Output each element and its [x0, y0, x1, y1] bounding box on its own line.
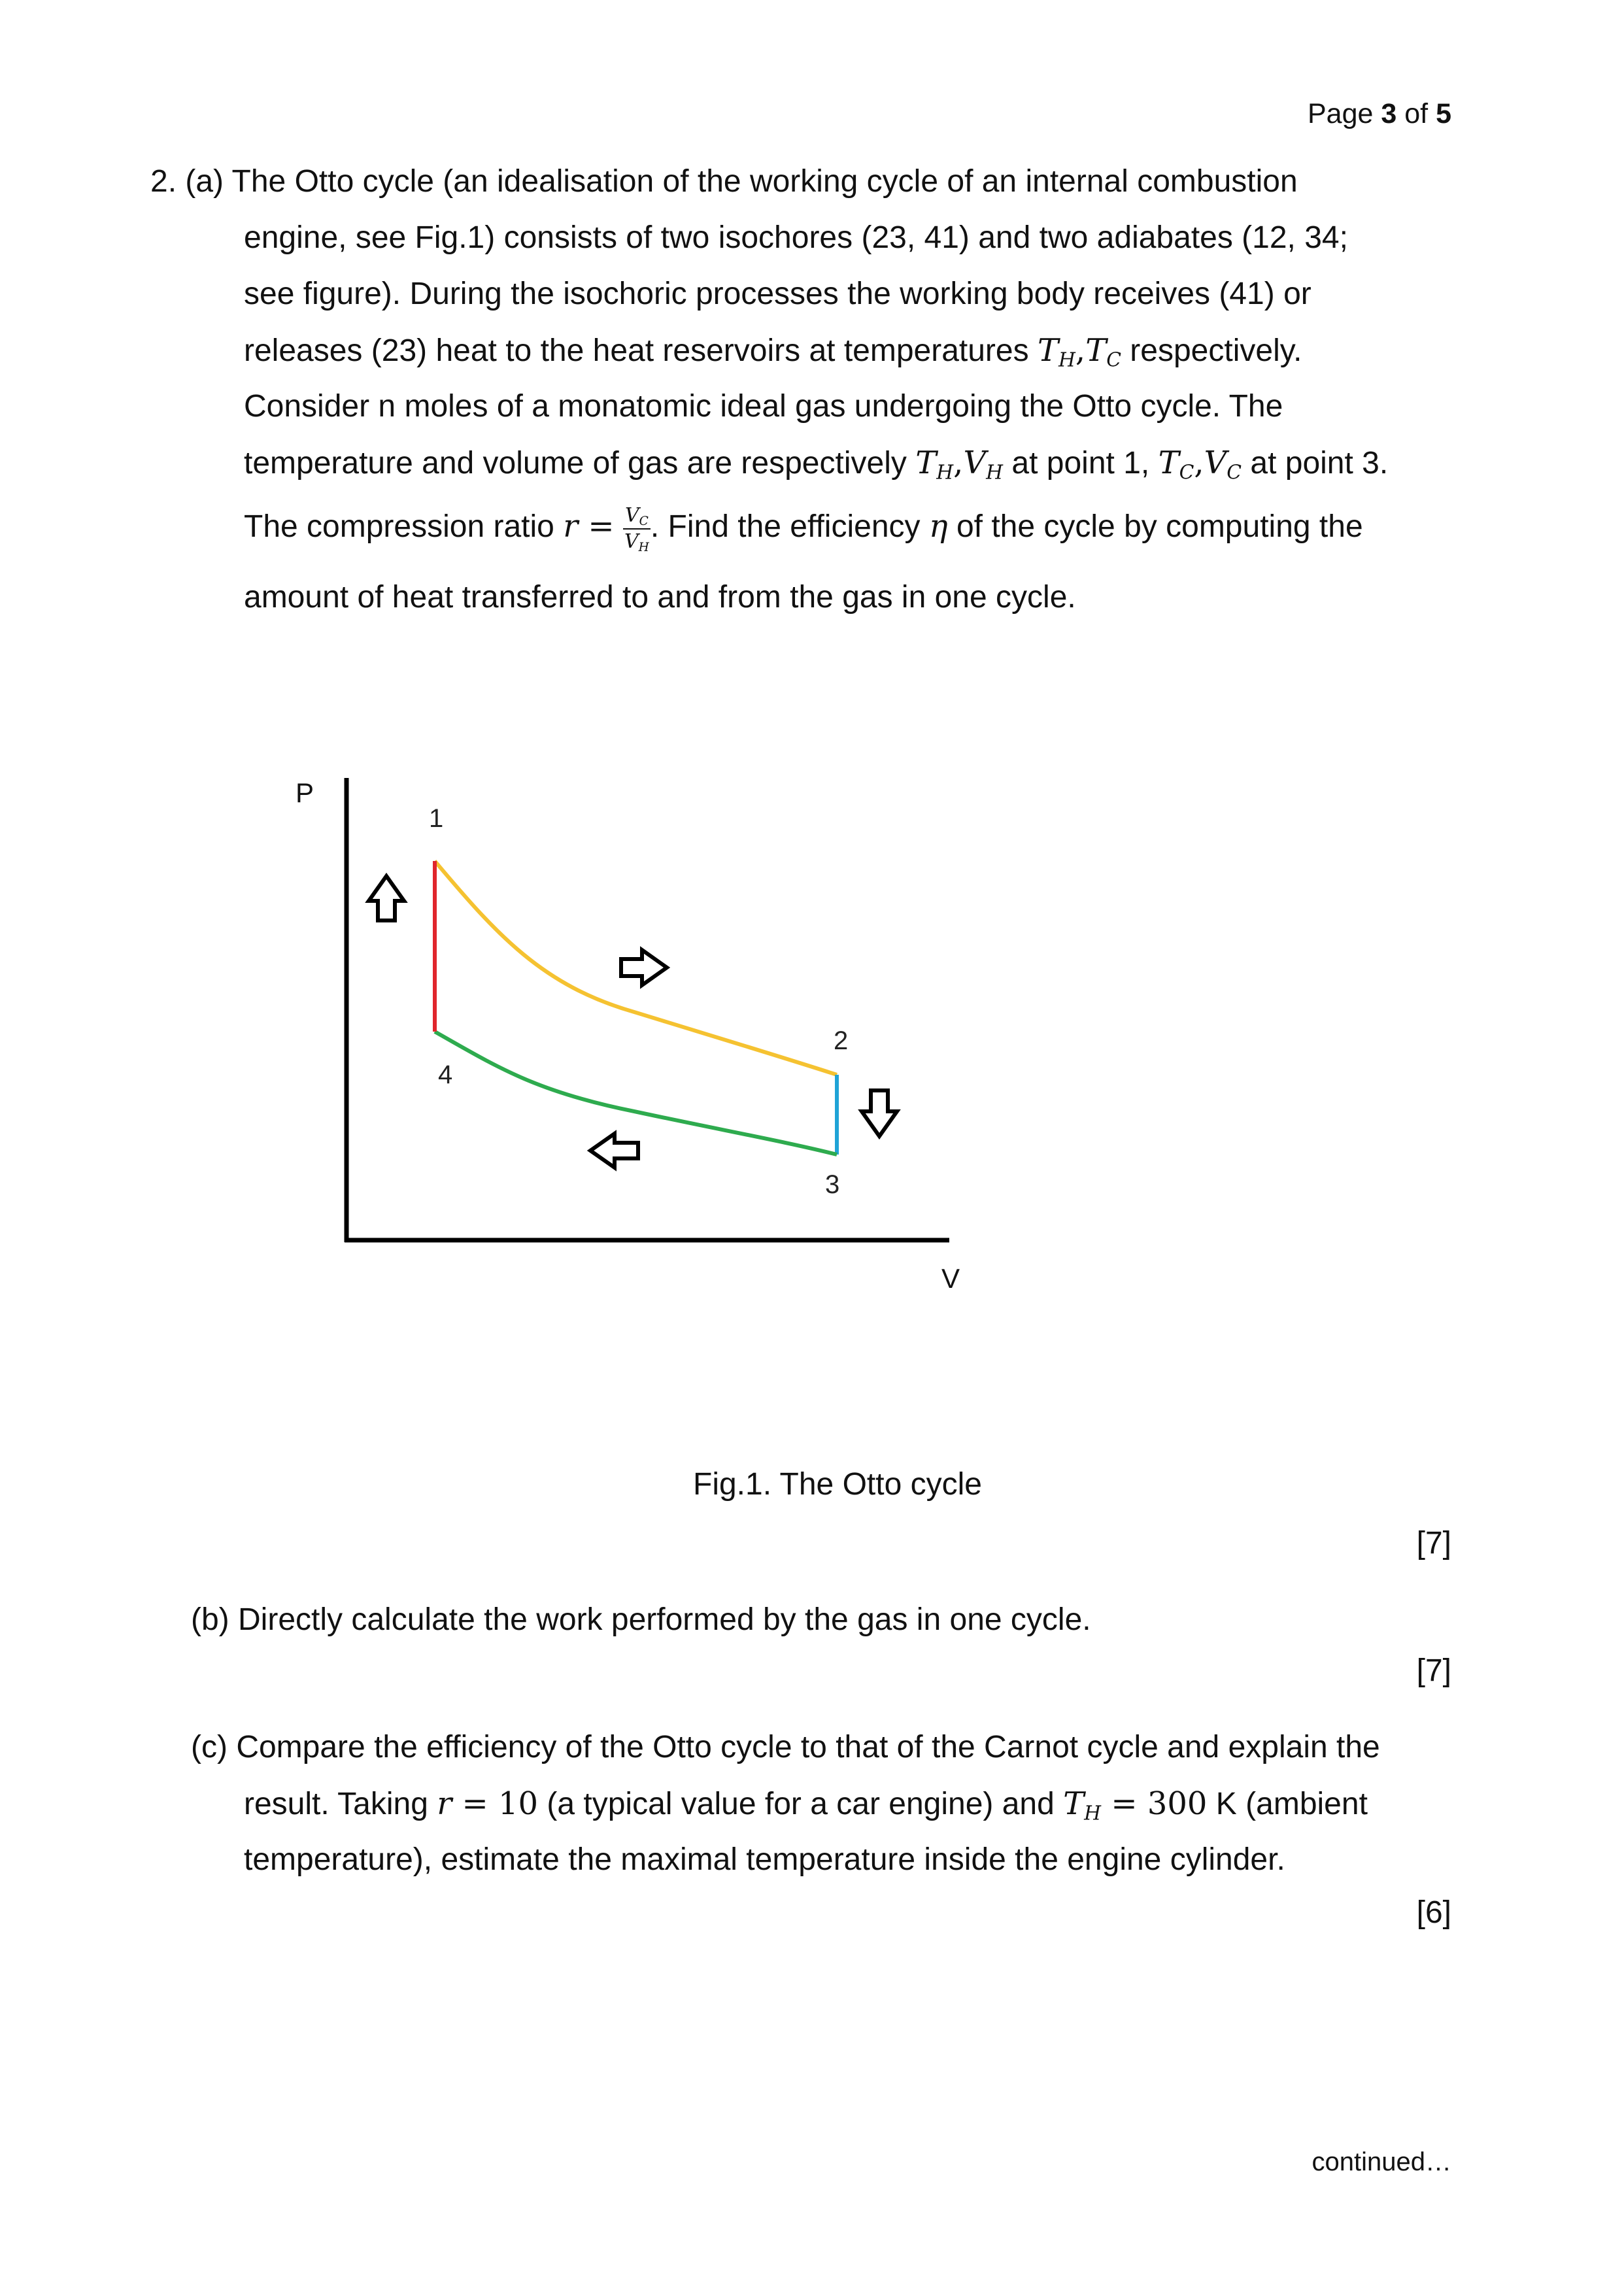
part-a-line-5: Consider n moles of a monatomic ideal gas undergoing the Otto cycle. The	[244, 389, 1283, 424]
subscript-h: H	[986, 461, 1004, 484]
math-comma: ,	[1194, 445, 1204, 481]
math-r-equals: r =	[563, 508, 615, 545]
text-segment: The compression ratio	[244, 509, 564, 544]
math-t-symbol: T	[915, 445, 937, 481]
text-segment: at point 3.	[1242, 446, 1389, 481]
part-a-line-6	[244, 435, 1388, 492]
part-a-line-3: see figure). During the isochoric processes the working body receives (41) or	[244, 277, 1311, 311]
fraction-numerator	[623, 503, 651, 530]
part-c-marks: [6]	[1416, 1895, 1451, 1930]
part-b-text: Directly calculate the work performed by the gas in one cycle.	[238, 1602, 1091, 1637]
part-a-line-4	[244, 322, 1302, 379]
part-c-label: (c)	[191, 1730, 228, 1764]
part-b-label: (b)	[191, 1602, 229, 1637]
part-a-line-8: amount of heat transferred to and from the gas in one cycle.	[244, 580, 1076, 615]
math-v-symbol: V	[1204, 445, 1227, 481]
math-v-symbol: V	[624, 503, 639, 527]
text-segment: (a typical value for a car engine) and	[538, 1787, 1064, 1821]
math-t-symbol: T	[1158, 445, 1179, 481]
math-r: r	[437, 1785, 452, 1822]
question-number: 2.	[150, 164, 177, 199]
math-vc	[1204, 445, 1242, 484]
fraction-denominator	[623, 530, 651, 554]
subscript-h: H	[1058, 348, 1075, 372]
text-segment: at point 1,	[1003, 446, 1159, 481]
math-th	[915, 445, 954, 484]
continued-footer: continued…	[1311, 2148, 1451, 2176]
page-current: 3	[1381, 98, 1397, 129]
math-comma: ,	[1075, 332, 1086, 369]
compression-ratio-fraction	[623, 503, 651, 554]
arrow-right-icon	[621, 950, 667, 985]
part-a-line-7	[244, 498, 1363, 555]
page-number-header	[1308, 98, 1451, 130]
subscript-h: H	[1084, 1802, 1102, 1825]
point-label-1: 1	[429, 804, 444, 833]
subscript-c: C	[1179, 461, 1194, 484]
subscript-c: C	[639, 514, 649, 528]
part-b-marks: [7]	[1416, 1653, 1451, 1688]
math-vh	[963, 445, 1004, 484]
part-a-line-2: engine, see Fig.1) consists of two isochores (23, 41) and two adiabates (12, 34;	[244, 220, 1348, 255]
page-total: 5	[1436, 98, 1451, 129]
part-a-marks: [7]	[1416, 1526, 1451, 1560]
math-th	[1063, 1785, 1102, 1825]
part-c-text-1: Compare the efficiency of the Otto cycle to that of the Carnot cycle and explain the	[236, 1730, 1380, 1764]
page-word: Page	[1307, 98, 1374, 129]
text-segment: . Find the efficiency	[650, 509, 929, 544]
part-b-line	[191, 1592, 1091, 1648]
subscript-c: C	[1106, 348, 1121, 372]
subscript-h: H	[638, 540, 649, 554]
part-c-line-3: temperature), estimate the maximal temperature inside the engine cylinder.	[244, 1842, 1285, 1877]
part-a-line-1: The Otto cycle (an idealisation of the working cycle of an internal combustion	[231, 164, 1298, 199]
part-c-line-2	[244, 1776, 1368, 1832]
part-a-label: (a)	[185, 164, 224, 199]
text-segment: releases (23) heat to the heat reservoirs at temperatures	[244, 333, 1038, 368]
math-t-symbol: T	[1085, 332, 1107, 369]
math-equals-10: = 10	[452, 1785, 539, 1822]
text-segment: result. Taking	[244, 1787, 437, 1821]
point-label-3: 3	[825, 1170, 840, 1199]
math-v-symbol: V	[624, 530, 639, 553]
math-eta: η	[928, 508, 948, 545]
subscript-c: C	[1226, 461, 1242, 484]
p-axis-label: P	[296, 777, 314, 808]
point-label-2: 2	[834, 1026, 849, 1055]
figure-caption: Fig.1. The Otto cycle	[693, 1467, 982, 1502]
v-axis-label: V	[941, 1263, 960, 1294]
adiabat-3-4	[435, 1032, 837, 1155]
part-c-line-1	[191, 1719, 1380, 1776]
arrow-left-icon	[590, 1134, 638, 1168]
text-segment: respectively.	[1121, 333, 1302, 368]
math-comma: ,	[953, 445, 964, 481]
math-t-symbol: T	[1037, 332, 1058, 369]
otto-cycle-figure	[262, 765, 1046, 1314]
math-tc	[1158, 445, 1194, 484]
text-segment: of the cycle by computing the	[947, 509, 1363, 544]
math-equals-300: = 300	[1101, 1785, 1208, 1822]
text-segment: K (ambient	[1207, 1787, 1368, 1821]
arrow-up-icon	[369, 876, 404, 920]
math-v-symbol: V	[963, 445, 987, 481]
math-th	[1037, 332, 1075, 372]
math-tc	[1085, 332, 1121, 372]
text-segment: temperature and volume of gas are respectively	[244, 446, 916, 481]
math-t-symbol: T	[1063, 1785, 1085, 1822]
point-label-4: 4	[438, 1060, 453, 1089]
arrow-down-icon	[862, 1090, 897, 1136]
subscript-h: H	[936, 461, 954, 484]
question-number-line	[150, 154, 1298, 210]
of-word: of	[1404, 98, 1429, 129]
